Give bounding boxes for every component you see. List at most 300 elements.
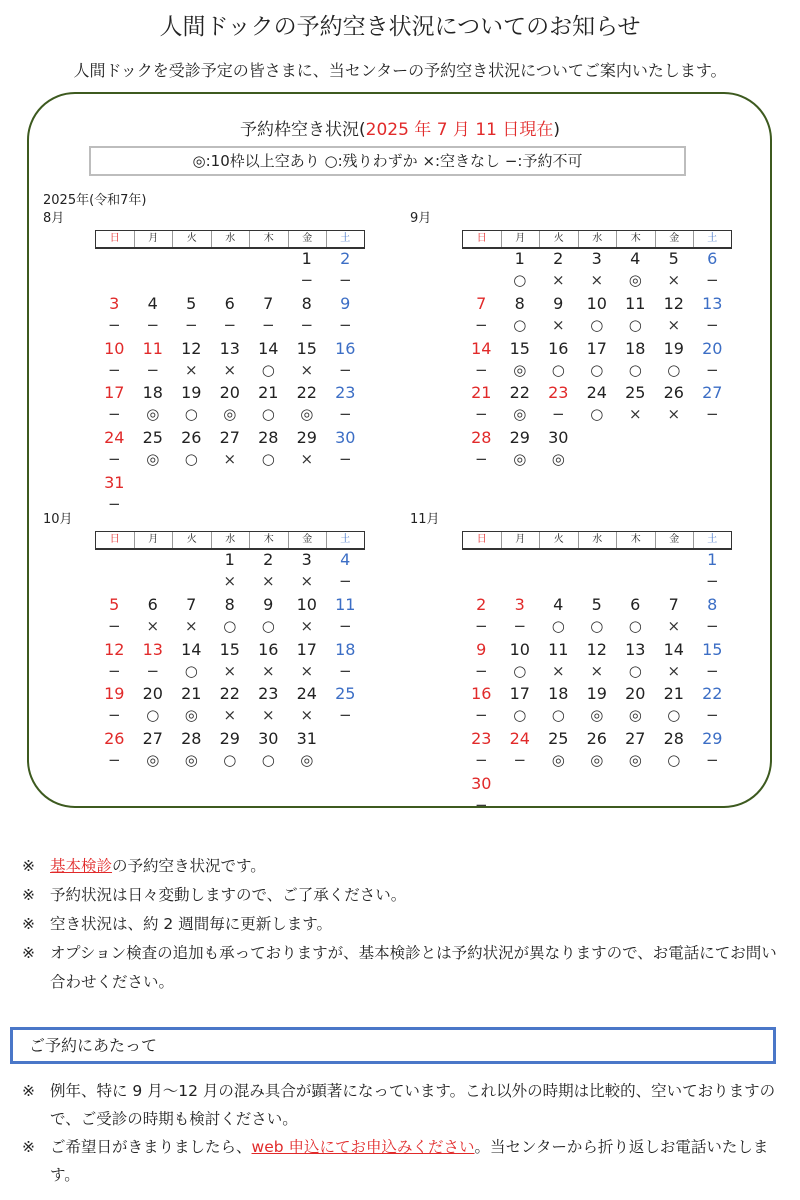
day-cell xyxy=(326,294,365,339)
day-cell xyxy=(578,294,617,339)
availability-status: × xyxy=(261,661,275,680)
availability-status: − xyxy=(474,795,488,814)
note-mark: ※ xyxy=(22,944,35,962)
day-number: 25 xyxy=(142,428,163,448)
day-number: 28 xyxy=(258,428,279,448)
availability-status: ◎ xyxy=(513,405,527,424)
day-cell xyxy=(616,249,655,294)
empty-day-cell xyxy=(693,428,732,473)
day-number: 3 xyxy=(109,293,120,313)
day-number: 15 xyxy=(702,639,723,659)
day-cell xyxy=(172,729,211,774)
day-cell xyxy=(539,294,578,339)
day-number: 5 xyxy=(591,594,602,614)
note-suffix: 。当センターから折り返しお電話いたします。 xyxy=(50,1138,769,1184)
day-number: 24 xyxy=(509,729,530,749)
availability-status: − xyxy=(474,450,488,469)
availability-status: ○ xyxy=(261,450,275,469)
day-cell xyxy=(95,339,134,384)
day-number: 19 xyxy=(586,684,607,704)
availability-status: − xyxy=(338,616,352,635)
empty-day-cell xyxy=(655,774,694,819)
day-cell xyxy=(288,383,327,428)
day-number: 4 xyxy=(147,293,158,313)
weekday-cell: 土 xyxy=(326,532,365,548)
availability-status: − xyxy=(146,360,160,379)
day-number: 13 xyxy=(625,639,646,659)
weekday-cell: 金 xyxy=(288,532,327,548)
day-cell xyxy=(134,684,173,729)
availability-status: − xyxy=(474,706,488,725)
note-text: オプション検査の追加も承っておりますが、基本検診とは予約状況が異なりますので、お電話にてお問い合わせください。 xyxy=(50,944,777,991)
day-number: 24 xyxy=(296,684,317,704)
weekday-cell: 火 xyxy=(539,231,578,247)
day-number: 1 xyxy=(301,249,312,268)
empty-day-cell xyxy=(616,428,655,473)
panel-title-prefix: 予約枠空き状況( xyxy=(239,120,366,140)
availability-status: ○ xyxy=(513,315,527,334)
availability-status: × xyxy=(184,360,198,379)
week-row xyxy=(462,550,732,595)
day-cell xyxy=(616,640,655,685)
day-cell xyxy=(462,383,501,428)
availability-status: ○ xyxy=(551,360,565,379)
day-number: 7 xyxy=(263,293,274,313)
day-number: 4 xyxy=(340,550,351,569)
day-cell xyxy=(326,640,365,685)
day-number: 21 xyxy=(471,383,492,403)
day-cell xyxy=(462,774,501,819)
day-cell xyxy=(539,729,578,774)
day-cell xyxy=(288,595,327,640)
day-number: 4 xyxy=(553,594,564,614)
day-cell xyxy=(462,595,501,640)
day-cell xyxy=(172,595,211,640)
availability-status: × xyxy=(300,360,314,379)
day-cell xyxy=(211,428,250,473)
availability-status: − xyxy=(261,315,275,334)
month-october xyxy=(43,508,383,808)
day-number: 14 xyxy=(663,639,684,659)
day-cell xyxy=(288,729,327,774)
day-number: 17 xyxy=(586,338,607,358)
availability-status: − xyxy=(107,706,121,725)
day-cell xyxy=(211,550,250,595)
day-cell xyxy=(211,729,250,774)
availability-status: ○ xyxy=(184,450,198,469)
week-row xyxy=(462,640,732,685)
weekday-cell: 土 xyxy=(693,532,732,548)
day-cell xyxy=(501,595,540,640)
day-number: 29 xyxy=(296,428,317,448)
day-number: 17 xyxy=(104,383,125,403)
day-number: 30 xyxy=(471,773,492,793)
week-row xyxy=(95,383,365,428)
day-cell xyxy=(95,595,134,640)
month-november xyxy=(410,508,750,814)
weekday-cell: 火 xyxy=(539,532,578,548)
availability-status: × xyxy=(667,315,681,334)
day-cell xyxy=(539,595,578,640)
day-cell xyxy=(539,428,578,473)
day-number: 25 xyxy=(548,729,569,749)
day-cell xyxy=(249,684,288,729)
availability-status: − xyxy=(184,315,198,334)
empty-day-cell xyxy=(501,550,540,595)
availability-status: − xyxy=(338,706,352,725)
availability-status: ○ xyxy=(628,616,642,635)
availability-status: − xyxy=(107,315,121,334)
day-number: 22 xyxy=(702,684,723,704)
day-number: 2 xyxy=(340,249,351,268)
day-cell xyxy=(539,249,578,294)
day-cell xyxy=(326,595,365,640)
day-number: 21 xyxy=(258,383,279,403)
empty-day-cell xyxy=(616,774,655,819)
weekday-cell: 月 xyxy=(134,231,173,247)
day-number: 28 xyxy=(663,729,684,749)
day-number: 31 xyxy=(296,729,317,749)
day-cell xyxy=(326,684,365,729)
weekday-cell: 金 xyxy=(655,532,694,548)
day-number: 8 xyxy=(224,594,235,614)
availability-status: ◎ xyxy=(628,751,642,770)
day-cell xyxy=(462,729,501,774)
availability-status: × xyxy=(184,616,198,635)
day-cell xyxy=(539,339,578,384)
day-number: 5 xyxy=(109,594,120,614)
day-number: 23 xyxy=(548,383,569,403)
availability-status: ○ xyxy=(513,661,527,680)
availability-status: − xyxy=(107,494,121,513)
availability-status: × xyxy=(667,616,681,635)
day-cell xyxy=(616,339,655,384)
availability-status: − xyxy=(705,661,719,680)
availability-status: ○ xyxy=(223,751,237,770)
day-cell xyxy=(172,339,211,384)
day-cell xyxy=(501,383,540,428)
day-number: 27 xyxy=(625,729,646,749)
day-number: 15 xyxy=(219,639,240,659)
availability-status: × xyxy=(300,661,314,680)
day-number: 30 xyxy=(335,428,356,448)
day-number: 31 xyxy=(104,472,125,492)
day-number: 11 xyxy=(142,338,163,358)
availability-status: − xyxy=(107,661,121,680)
availability-status: ◎ xyxy=(184,706,198,725)
empty-day-cell xyxy=(693,774,732,819)
day-cell xyxy=(95,428,134,473)
day-number: 11 xyxy=(335,594,356,614)
day-number: 16 xyxy=(258,639,279,659)
day-cell xyxy=(134,729,173,774)
availability-status: × xyxy=(261,572,275,590)
day-cell xyxy=(95,383,134,428)
day-number: 18 xyxy=(142,383,163,403)
empty-day-cell xyxy=(249,249,288,294)
day-cell xyxy=(616,383,655,428)
availability-status: × xyxy=(628,405,642,424)
day-number: 7 xyxy=(668,594,679,614)
day-cell xyxy=(693,249,732,294)
day-number: 18 xyxy=(335,639,356,659)
panel-title-date: 2025 年 7 月 11 日現在 xyxy=(365,120,554,140)
day-cell xyxy=(693,383,732,428)
note-mark: ※ xyxy=(22,1138,35,1156)
page-title: 人間ドックの予約空き状況についてのお知らせ xyxy=(159,14,641,40)
availability-status: ○ xyxy=(146,706,160,725)
availability-status: ○ xyxy=(513,271,527,289)
web-application-link[interactable]: web 申込にてお申込みください xyxy=(251,1138,475,1156)
month-label: 10月 xyxy=(43,512,73,527)
day-cell xyxy=(501,249,540,294)
status-legend: ◎:10枠以上空あり ○:残りわずか ×:空きなし −:予約不可 xyxy=(89,146,686,176)
availability-status: × xyxy=(223,360,237,379)
intro-text: 人間ドックを受診予定の皆さまに、当センターの予約空き状況についてご案内いたします。 xyxy=(73,61,727,80)
day-number: 23 xyxy=(471,729,492,749)
week-row xyxy=(462,684,732,729)
empty-day-cell xyxy=(578,428,617,473)
availability-status: − xyxy=(705,706,719,725)
weekday-cell: 月 xyxy=(134,532,173,548)
year-label: 2025年(令和7年) xyxy=(43,193,147,208)
day-cell xyxy=(578,729,617,774)
day-cell xyxy=(95,640,134,685)
day-number: 23 xyxy=(335,383,356,403)
day-number: 2 xyxy=(263,550,274,569)
day-cell xyxy=(693,339,732,384)
day-cell xyxy=(95,729,134,774)
month-label: 11月 xyxy=(410,512,440,527)
day-cell xyxy=(249,383,288,428)
availability-status: ○ xyxy=(184,405,198,424)
availability-status: ○ xyxy=(628,661,642,680)
day-cell xyxy=(616,729,655,774)
note-item xyxy=(22,1077,792,1133)
availability-status: − xyxy=(513,616,527,635)
day-number: 9 xyxy=(340,293,351,313)
note-prefix: ご希望日がきまりましたら、 xyxy=(50,1138,252,1156)
day-number: 11 xyxy=(625,293,646,313)
day-cell xyxy=(211,339,250,384)
day-number: 12 xyxy=(663,293,684,313)
day-number: 5 xyxy=(668,249,679,268)
availability-status: ◎ xyxy=(184,751,198,770)
note-text: 予約状況は日々変動しますので、ご了承ください。 xyxy=(50,886,407,904)
day-number: 1 xyxy=(224,550,235,569)
availability-status: − xyxy=(338,572,352,590)
day-cell xyxy=(288,550,327,595)
week-row xyxy=(462,383,732,428)
availability-status: ◎ xyxy=(223,405,237,424)
basic-checkup-link[interactable]: 基本検診 xyxy=(50,857,113,875)
day-cell xyxy=(288,428,327,473)
day-number: 26 xyxy=(663,383,684,403)
day-cell xyxy=(462,684,501,729)
day-cell xyxy=(655,249,694,294)
day-number: 3 xyxy=(301,550,312,569)
availability-status: − xyxy=(338,405,352,424)
weekday-cell: 木 xyxy=(249,231,288,247)
day-cell xyxy=(501,684,540,729)
day-number: 12 xyxy=(104,639,125,659)
availability-status: × xyxy=(223,572,237,590)
week-row xyxy=(95,729,365,774)
weekday-cell: 金 xyxy=(288,231,327,247)
availability-status: ○ xyxy=(590,360,604,379)
empty-day-cell xyxy=(326,729,365,774)
availability-status: − xyxy=(223,315,237,334)
week-row xyxy=(462,249,732,294)
availability-status: ○ xyxy=(261,360,275,379)
availability-status: − xyxy=(705,405,719,424)
day-cell xyxy=(693,684,732,729)
note-item xyxy=(22,852,792,881)
availability-status: − xyxy=(338,360,352,379)
day-number: 6 xyxy=(224,293,235,313)
availability-status: − xyxy=(474,616,488,635)
day-cell xyxy=(172,383,211,428)
day-number: 11 xyxy=(548,639,569,659)
empty-day-cell xyxy=(211,249,250,294)
weekday-cell: 水 xyxy=(578,231,617,247)
day-cell xyxy=(134,383,173,428)
day-number: 24 xyxy=(104,428,125,448)
availability-status: × xyxy=(300,616,314,635)
availability-status: − xyxy=(107,616,121,635)
day-number: 13 xyxy=(142,639,163,659)
availability-status: ○ xyxy=(667,751,681,770)
day-number: 26 xyxy=(104,729,125,749)
calendar-grid xyxy=(95,230,365,518)
empty-day-cell xyxy=(462,249,501,294)
weekday-cell: 日 xyxy=(95,231,134,247)
week-row xyxy=(462,294,732,339)
empty-day-cell xyxy=(95,249,134,294)
day-cell xyxy=(501,640,540,685)
availability-status: ○ xyxy=(590,616,604,635)
day-number: 7 xyxy=(476,293,487,313)
day-cell xyxy=(249,294,288,339)
availability-status: − xyxy=(474,315,488,334)
empty-day-cell xyxy=(462,550,501,595)
availability-status: ○ xyxy=(551,706,565,725)
reservation-notes xyxy=(22,1077,792,1189)
availability-status: ◎ xyxy=(590,751,604,770)
day-number: 3 xyxy=(591,249,602,268)
day-cell xyxy=(539,684,578,729)
weekday-header xyxy=(462,230,732,249)
empty-day-cell xyxy=(134,550,173,595)
weekday-cell: 日 xyxy=(95,532,134,548)
availability-status: × xyxy=(223,661,237,680)
day-cell xyxy=(578,249,617,294)
day-number: 13 xyxy=(219,338,240,358)
weekday-cell: 火 xyxy=(172,231,211,247)
day-cell xyxy=(249,729,288,774)
availability-status: × xyxy=(667,405,681,424)
availability-status: − xyxy=(513,751,527,770)
availability-status: ○ xyxy=(590,315,604,334)
day-number: 26 xyxy=(181,428,202,448)
availability-status: − xyxy=(146,315,160,334)
day-cell xyxy=(249,550,288,595)
day-number: 15 xyxy=(509,338,530,358)
day-cell xyxy=(578,383,617,428)
availability-status: ◎ xyxy=(590,706,604,725)
empty-day-cell xyxy=(655,428,694,473)
availability-status: − xyxy=(705,360,719,379)
availability-status: ○ xyxy=(667,706,681,725)
day-number: 28 xyxy=(181,729,202,749)
week-row xyxy=(95,684,365,729)
day-cell xyxy=(655,640,694,685)
day-number: 29 xyxy=(219,729,240,749)
day-number: 23 xyxy=(258,684,279,704)
weekday-cell: 月 xyxy=(501,532,540,548)
day-cell xyxy=(539,383,578,428)
weekday-cell: 金 xyxy=(655,231,694,247)
empty-day-cell xyxy=(616,550,655,595)
availability-status: − xyxy=(705,572,719,590)
availability-status: − xyxy=(338,271,352,289)
calendar-grid xyxy=(95,531,365,774)
empty-day-cell xyxy=(95,550,134,595)
day-number: 27 xyxy=(219,428,240,448)
day-cell xyxy=(249,595,288,640)
day-number: 29 xyxy=(702,729,723,749)
availability-status: × xyxy=(667,661,681,680)
day-cell xyxy=(655,339,694,384)
availability-status: × xyxy=(667,271,681,289)
availability-status: ○ xyxy=(184,661,198,680)
empty-day-cell xyxy=(655,550,694,595)
day-cell xyxy=(288,294,327,339)
day-number: 12 xyxy=(181,338,202,358)
day-cell xyxy=(462,428,501,473)
day-cell xyxy=(693,640,732,685)
day-cell xyxy=(655,294,694,339)
day-number: 10 xyxy=(296,594,317,614)
day-cell xyxy=(288,640,327,685)
day-cell xyxy=(616,595,655,640)
day-number: 30 xyxy=(548,428,569,448)
day-cell xyxy=(211,640,250,685)
day-cell xyxy=(616,294,655,339)
availability-status: − xyxy=(107,360,121,379)
day-cell xyxy=(326,550,365,595)
weekday-cell: 日 xyxy=(462,532,501,548)
week-row xyxy=(462,595,732,640)
day-number: 20 xyxy=(702,338,723,358)
weekday-cell: 月 xyxy=(501,231,540,247)
day-cell xyxy=(211,595,250,640)
day-number: 14 xyxy=(258,338,279,358)
availability-status: ○ xyxy=(261,751,275,770)
availability-status: − xyxy=(107,450,121,469)
day-number: 6 xyxy=(147,594,158,614)
day-cell xyxy=(655,729,694,774)
day-cell xyxy=(655,383,694,428)
day-cell xyxy=(578,595,617,640)
availability-status: × xyxy=(551,315,565,334)
week-row xyxy=(95,339,365,384)
day-cell xyxy=(326,339,365,384)
day-cell xyxy=(288,339,327,384)
day-number: 20 xyxy=(625,684,646,704)
day-cell xyxy=(501,339,540,384)
note-item xyxy=(22,939,792,997)
